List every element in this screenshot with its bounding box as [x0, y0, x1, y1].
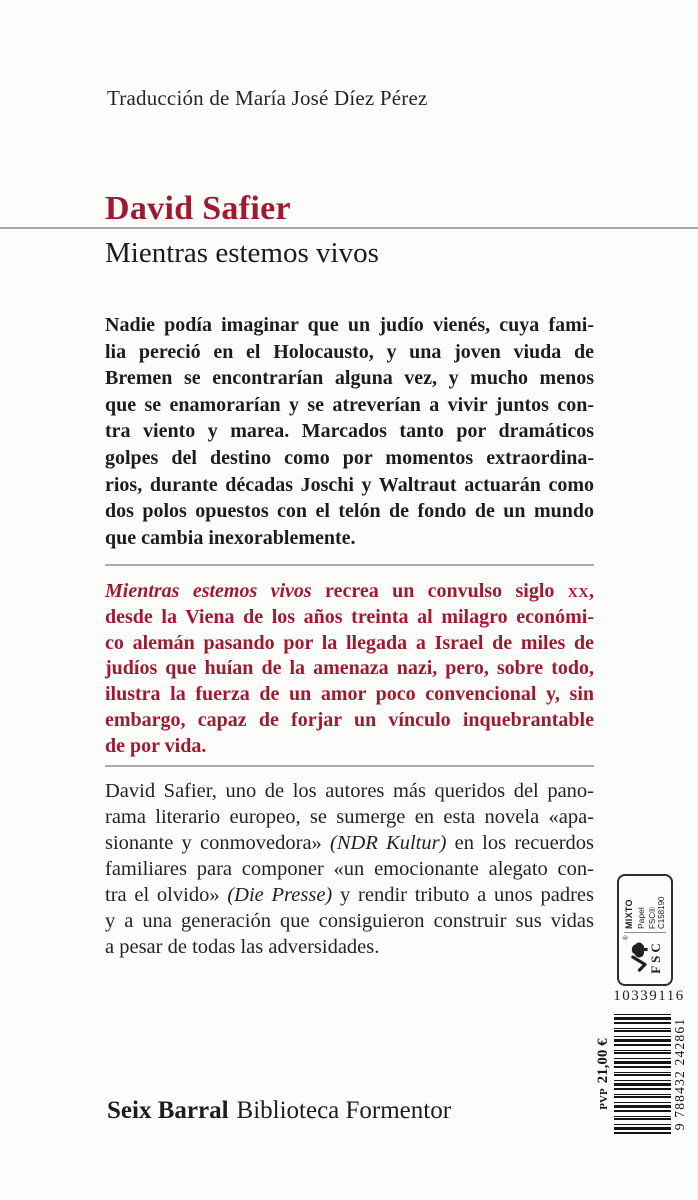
fsc-mix-type: MIXTO	[624, 899, 634, 929]
fsc-material: Papel	[636, 907, 646, 929]
fsc-label-box	[617, 874, 673, 986]
text-line: dos polos opuestos con el telón de fondo de un mundo	[105, 500, 594, 523]
section-divider-bottom	[105, 765, 594, 767]
text-line: sionante y conmovedora» (NDR Kultur) en los recuerdos	[105, 832, 594, 854]
text-line: Bremen se encontrarían alguna vez, y mucho menos	[105, 367, 594, 390]
barcode-rotated-box	[595, 1012, 691, 1136]
text-line: y a una generación que consiguieron construir sus vidas	[105, 910, 594, 932]
text-line: que se enamorarían y se atreverían a vivir juntos con-	[105, 393, 594, 416]
text-line: a pesar de todas las adversidades.	[105, 936, 380, 958]
text-line: familiares para componer «un emocionante alegato con-	[105, 858, 594, 880]
text-line: que cambia inexorablemente.	[105, 526, 356, 549]
price-amount: 21,00 €	[595, 1038, 611, 1084]
text-line: desde la Viena de los años treinta al milagro económi-	[105, 605, 594, 628]
review-paragraph	[105, 579, 594, 760]
text-line: de por vida.	[105, 734, 207, 757]
text-line: David Safier, uno de los autores más queridos del pano-	[105, 780, 594, 802]
text-line: tra viento y marea. Marcados tanto por dramáticos	[105, 420, 594, 443]
author-underline-rule	[0, 227, 698, 229]
print-code: 10339116	[613, 988, 685, 1004]
fsc-certification-label	[617, 874, 673, 986]
imprint	[107, 1097, 451, 1125]
fsc-label-divider	[624, 932, 666, 933]
text-line: embargo, capaz de forjar un vínculo inquebrantable	[105, 708, 594, 731]
price	[595, 1012, 613, 1136]
text-line: Nadie podía imaginar que un judío vienés, cuya fami-	[105, 314, 594, 336]
isbn-number: 9 788432 242861	[672, 1017, 687, 1131]
book-title: Mientras estemos vivos	[105, 237, 379, 269]
text-line: Mientras estemos vivos recrea un convulso siglo xx,	[105, 580, 594, 602]
text-line: tra el olvido» (Die Presse) y rendir tributo a unos padres	[105, 884, 594, 906]
section-divider-top	[105, 564, 594, 566]
publisher-name: Seix Barral	[107, 1097, 229, 1124]
text-line: co alemán pasando por la llegada a Israel de miles de	[105, 631, 594, 654]
text-line: ilustra la fuerza de un amor poco convencional y, sin	[105, 683, 594, 706]
price-label: PVP	[598, 1088, 610, 1110]
fsc-tree-check-icon	[627, 941, 649, 973]
author-name: David Safier	[105, 190, 291, 227]
ean-barcode-bars-icon	[614, 1014, 671, 1134]
text-line: golpes del destino como por momentos extraordina-	[105, 446, 594, 469]
text-line: rama literario europeo, se sumerge en esta novela «apa-	[105, 806, 594, 828]
fsc-brand-text: FSC	[647, 940, 663, 974]
text-line: judíos que huían de la amenaza nazi, pero, sobre todo,	[105, 657, 594, 680]
translation-credit: Traducción de María José Díez Pérez	[107, 86, 428, 110]
fsc-certificate-number: FSC® C158190	[648, 896, 666, 929]
collection-name: Biblioteca Formentor	[236, 1097, 452, 1124]
text-line: rios, durante décadas Joschi y Waltraut actuarán como	[105, 473, 594, 496]
text-line: lia pereció en el Holocausto, y una joven viuda de	[105, 340, 594, 363]
synopsis-paragraph	[105, 312, 594, 551]
barcode-block	[595, 1012, 691, 1136]
author-bio-paragraph	[105, 778, 594, 960]
fsc-logo	[622, 934, 668, 980]
registered-trademark-symbol: ®	[622, 935, 630, 941]
